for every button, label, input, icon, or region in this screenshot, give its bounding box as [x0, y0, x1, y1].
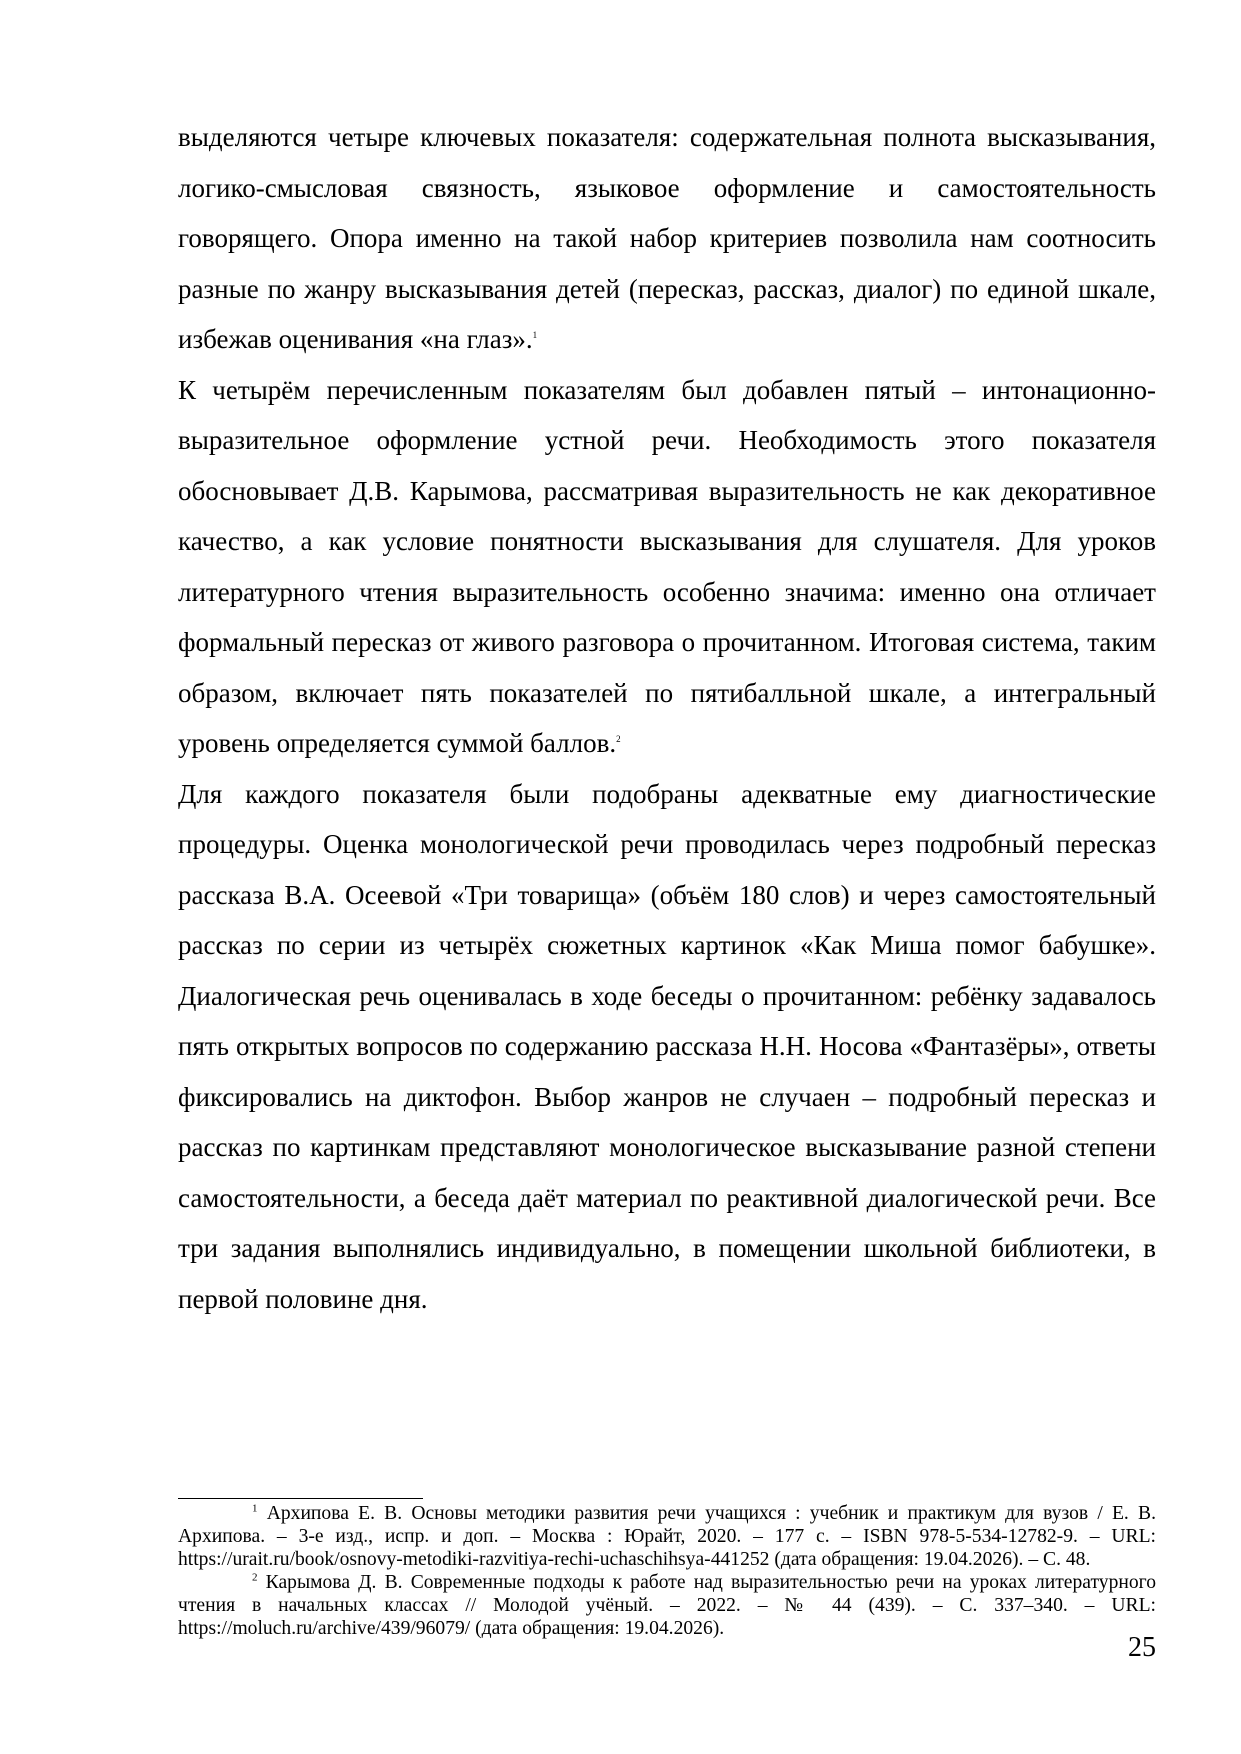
footnote-2-number: 2: [252, 1571, 258, 1584]
paragraph-3-text: Для каждого показателя были подобраны адекватные ему диагностические процедуры. Оценка монологической речи проводилась через подробный пересказ рассказа В.А. Осеевой «Три товарища» (объём 180 слов) и через самостоятельный рассказ по серии из четырёх сюжетных картинок «Как Миша помог бабушке». Диалогическая речь оценивалась в ходе беседы о прочитанном: ребёнку задавалось пять открытых вопросов по содержанию рассказа Н.Н. Носова «Фантазёры», ответы фиксировались на диктофон. Выбор жанров не случаен – подробный пересказ и рассказ по картинкам представляют монологическое высказывание разной степени самостоятельности, а беседа даёт материал по реактивной диалогической речи. Все три задания выполнялись индивидуально, в помещении школьной библиотеки, в первой половине дня.: [178, 778, 1156, 1314]
paragraph-1: [178, 112, 1156, 365]
paragraph-2: [178, 365, 1156, 769]
paragraph-3: [178, 769, 1156, 1325]
paragraph-1-text: выделяются четыре ключевых показателя: содержательная полнота высказывания, логико-смысловая связность, языковое оформление и самостоятельность говорящего. Опора именно на такой набор критериев позволила нам соотносить разные по жанру высказывания детей (пересказ, рассказ, диалог) по единой шкале, избежав оценивания «на глаз».: [178, 122, 1156, 354]
footnote-ref-1[interactable]: 1: [532, 330, 538, 340]
footnote-1: [178, 1502, 1156, 1571]
footnote-1-text: Архипова Е. В. Основы методики развития речи учащихся : учебник и практикум для вузов / Е. В. Архипова. – 3-е изд., испр. и доп. – Москва : Юрайт, 2020. – 177 с. – ISBN 978-5-534-12782-9. – URL: https://urait.ru/book/osnovy-metodiki-razvitiya-rechi-uchaschihsya-441252 (дата обращения: 19.04.2026). – С. 48.: [178, 1503, 1156, 1570]
footnote-separator: [178, 1498, 423, 1499]
page-number: 25: [1128, 1632, 1156, 1663]
footnote-1-number: 1: [252, 1502, 258, 1515]
footnote-2-text: Карымова Д. В. Современные подходы к работе над выразительностью речи на уроках литературного чтения в начальных классах // Молодой учёный. – 2022. – № 44 (439). – С. 337–340. – URL: https://moluch.ru/archive/439/96079/ (дата обращения: 19.04.2026).: [178, 1572, 1156, 1639]
paragraph-2-text: К четырём перечисленным показателям был добавлен пятый – интонационно-выразительное оформление устной речи. Необходимость этого показателя обосновывает Д.В. Карымова, рассматривая выразительность не как декоративное качество, а как условие понятности высказывания для слушателя. Для уроков литературного чтения выразительность особенно значима: именно она отличает формальный пересказ от живого разговора о прочитанном. Итоговая система, таким образом, включает пять показателей по пятибалльной шкале, а интегральный уровень определяется суммой баллов.: [178, 374, 1156, 758]
body-text: [178, 112, 1156, 1324]
footnote-ref-2[interactable]: 2: [616, 734, 621, 744]
footnotes: [178, 1502, 1156, 1640]
footnote-2: [178, 1571, 1156, 1640]
